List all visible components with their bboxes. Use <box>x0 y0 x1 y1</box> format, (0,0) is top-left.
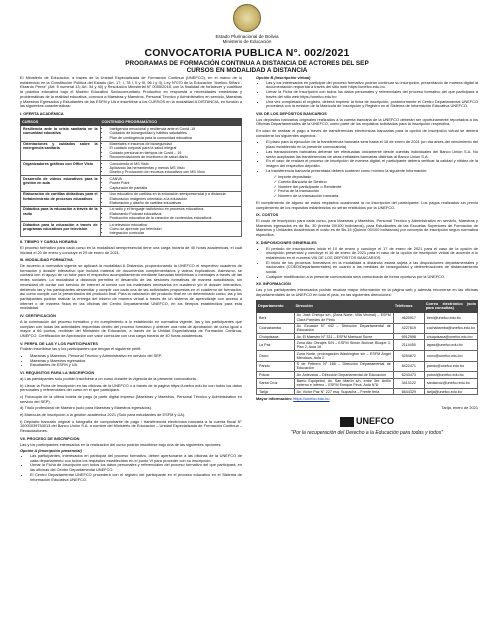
department-cell: Cochabamba <box>257 323 295 334</box>
list-item: b) Llenar la Ficha de Inscripción en las oficinas de la UNEFCO o a través de la página https://unefco.edu.bo con todos los datos personales y referenciales del curso en el que participará. <box>20 382 242 393</box>
phone-cell: 3413122 <box>393 378 424 389</box>
course-name: Didáctica para la educación a través de la radio <box>21 206 101 221</box>
requirements-list <box>20 377 242 434</box>
column-header: CONTENIDO PROGRAMÁTICO <box>100 118 241 126</box>
list-item: • La televisión educativa <box>110 223 239 227</box>
course-content <box>100 206 241 221</box>
list-item: • Power Point <box>110 181 239 185</box>
paragraph: A la culminación del proceso formativo y en cumplimiento a lo establecido en normativa vigente, las y los participantes que cumplan con todas las actividades requeridas dentro del proceso formativo y obtener una nota de aprobación de curso igual o mayor a 66 puntos, recibirán del Ministerio de Educación, a través de la Unidad Especializada de Formación Continua, UNEFCO, Certificación de Aprobación con valor curricular con una carga horaria de 40 horas académicas. <box>20 318 242 338</box>
section-heading: IV. CERTIFICACIÓN <box>20 313 56 319</box>
list-item: • Las y los interesados en participar del proceso formativo podrán continuar su inscripción, presentando de manera digital la documentación requerida a través del sitio web https://unefco.edu.bo. <box>266 81 478 90</box>
list-item: • Recomendaciones de monitoreo de salud diario <box>110 155 239 159</box>
section-heading: II. TIEMPO Y CARGA HORARIA <box>20 239 78 245</box>
list-item: • Plan de contingencia para la comunidad educativa <box>110 136 239 140</box>
list-item: ✓ Fecha de la transacción <box>278 189 478 194</box>
address-cell: S de Febrero N° 168 – Dirección Departamental de Educación <box>294 361 393 372</box>
list-item: • El Centro Departamental UNEFCO procederá con el registro del participante en el proceso educativo en el Sistema de Información Educativa UNEFCO. <box>30 473 242 482</box>
list-item: • La transferencia bancaria presentada deberá contener como mínimo la siguiente información: <box>266 169 478 174</box>
column-header: Departamento <box>257 300 295 312</box>
address-cell: Zona Alto Obrajes S/N – ESFM Simón Bolívar, Bloque 3, Piso 2, Aula 16 <box>294 340 393 351</box>
course-name: Didáctica para la educación a través de programas educativos por televisión <box>21 222 101 237</box>
paragraph: Los depósitos bancarios originales realizados a la cuenta bancaria de la UNEFCO deberán ser oportunamente reportados a los Oficinas Departamentales de la UNEFCO, como parte de los requisitos solicitados para la inscripción respectiva. <box>256 116 478 127</box>
list-item: e) Matrícula de inscripción a la gestión académica 2021 (Solo para estudiantes de ESFM y UA). <box>20 412 186 418</box>
table-row <box>21 141 242 161</box>
email-cell[interactable]: santacruz@unefco.edu.bo <box>424 378 477 389</box>
phone-cell: 5254672 <box>393 351 424 362</box>
list-item: • Estudiantes de ESFM y UA. <box>30 363 242 368</box>
course-name: Resiliencia ante la crisis sanitaria en la comunidad educativa <box>21 126 101 141</box>
paragraph: En caso de realizar el pago a través de transferencias electrónicas bancarias para la opción de inscripción virtual se deberá considerar los siguientes aspectos: <box>256 128 478 138</box>
department-cell: La Paz <box>257 340 295 351</box>
slogan: "Por la recuperación del Derecho a la Educación para todas y todos" <box>291 429 443 436</box>
intro-paragraph: El Ministerio de Educación, a través de la Unidad Especializada de Formación Continua (UNEFCO), en el marco de lo establecido en la Constitución Política del Estado (Art. 17; I, 78 I, II y III, 96 I y II), Ley N°070 de la Educación "Avelino Siñani - Elizardo Pérez" (Art. 5 numeral 13; Art. 34 y 40) y Resolución Ministerial N° 0055/2018, con la finalidad de fortalecer y cualificar la práctica educativa bajo el Modelo Educativo Sociocomunitario Productivo en respuesta a necesidades emedeidas y problemáticas de la realidad educativa, convoca a Maestras y Maestros, Personal Técnico y Administrativo en servicio, Maestras y Maestros Egresados y Estudiantes de las ESFM y UA e inscribirse a los CURSOS en la modalidad A DISTANCIA, en función a las siguientes características: <box>20 75 242 109</box>
section-heading: XII. INFORMACIÓN <box>256 281 291 287</box>
list-item: • Las participantes, interesados en participar del proceso formativo, deben apersonarse a las oficinas de la UNEFCO de cada departamento con todos los requisitos establecidos en el punto VI para proceder con su inscripción. <box>30 454 242 463</box>
deposit-sublist <box>256 175 478 199</box>
phone-cell: 4620917 <box>393 312 424 323</box>
section-heading: X. DISPOSICIONES GENERALES <box>256 239 317 245</box>
course-name: Elaboración de cartillas didácticas para el fortalecimiento de procesos educativos <box>21 191 101 206</box>
table-row <box>21 161 242 176</box>
list-item: • El periodo de inscripciones inicia el 10 de enero y concluye el 17 de enero de 2021 para el caso de la opción de inscripción presencial y concluye el 16 de enero de 2021 para el caso de la opción de inscripción virtual de acuerdo a lo establecido en el numeral VIII DE LOS DEPÓSITOS BANCARIOS. <box>266 247 478 261</box>
profile-list <box>20 354 242 368</box>
unefco-logo <box>332 417 402 427</box>
more-info-link[interactable]: https://unefco.edu.bo <box>293 396 330 402</box>
phone-cell: 2114450 <box>393 340 424 351</box>
email-cell[interactable]: tarija@unefco.edu.bo <box>424 389 477 395</box>
list-item: • Materiales e insumos de bioseguridad <box>110 142 239 146</box>
list-item: c) Fotocopia de la última boleta de pago (a partir digital impreso (Maestras y Maestros, Personal Técnico y Administrativo en servicio del SEP). <box>20 393 242 404</box>
section-heading: VI. REQUISITOS PARA LA INSCRIPCIÓN <box>20 370 95 376</box>
list-item: • Como se aprende por televisión <box>110 227 239 231</box>
list-item: • Una vez completado el registro, deberá imprimir la ficha de inscripción, posteriormente el Centro Departamental UNEFCO procederá con la emisión de la Matrícula de Inscripción y Registro en el Sistema de Información Educativa UNEFCO. <box>266 100 478 109</box>
paragraph: Podrán inscribirse las y los participantes que tengan el siguiente perfil: <box>20 346 142 352</box>
table-row <box>257 378 478 389</box>
list-item: • Maestras y Maestros egresados <box>30 359 242 364</box>
paragraph: El cumplimiento de alguno de estos requisitos ocasionará la no inscripción del participante. Los pagos realizados sin previo cumplimiento de los requisitos establecidos no serán restituidos por la UNEFCO. <box>256 199 478 210</box>
more-info-label: Mayor información: <box>256 396 293 402</box>
list-item: • Inteligencia emocional y resiliencia ante el Covid -19 <box>110 127 239 131</box>
table-row <box>21 126 242 141</box>
left-column <box>20 76 242 484</box>
course-name: Desarrollo de videos educativos para la gestión en aula <box>21 176 101 191</box>
course-content <box>100 176 241 191</box>
paragraph: Las y los participantes interesados en la realización del curso podrán inscribirse bajo una de las siguientes opciones: <box>20 441 222 447</box>
section-heading: VIII. DE LOS DEPÓSITOS BANCARIOS <box>256 110 327 116</box>
list-item: • La radio y el lenguaje radiofónico en procesos educativos <box>110 207 239 211</box>
list-item: • Las transacciones bancarias deberán ser efectuadas únicamente desde cuentas individuales del Banco Unión S.A. No serán aceptadas las transferencias de otras entidades bancarias distintas al Banco Unión S.A. <box>266 150 478 159</box>
email-cell[interactable]: oruro@unefco.edu.bo <box>424 351 477 362</box>
address-cell: Av. Víctor Paz N° 227 esq. Suipacha – Frente feria <box>294 389 393 395</box>
list-item: • Producción educativa de la creación de contenidos educativos <box>110 216 239 220</box>
section-heading: V. PERFIL DE LAS Y LOS PARTICIPANTES <box>20 340 98 346</box>
list-item: • Elaboración y diseño de cartillas educativas <box>110 201 239 205</box>
table-row <box>257 323 478 334</box>
option-b-heading: Opción B (Inscripción virtual) <box>256 75 311 80</box>
course-name: Orientaciones y cuidados sobre la emergencia sanitaria <box>21 141 101 161</box>
table-row <box>257 361 478 372</box>
list-item: • Cualquier modificación a la presente convocatoria será comunicada de forma oportuna por la UNEFCO. <box>266 275 478 280</box>
table-row <box>257 351 478 362</box>
address-cell: Av. José Chiriqui s/n, (Zona Norte, Villa Vecinal) – ESFM Clara Paredes de Pinto <box>294 312 393 323</box>
list-item: d) Título profesional de Maestro (solo para Maestras y Maestros egresados). <box>20 405 153 411</box>
list-item: • Cuidados de bioseguridad y hábitos saludables <box>110 131 239 135</box>
department-cell: Santa Cruz <box>257 378 295 389</box>
option-a-list <box>20 454 242 482</box>
list-item: • CANVA <box>110 177 239 181</box>
list-item: f) Depósito bancario original o fotografía de comprobante de pago / transferencia electrónica bancaria a la cuenta fiscal N° 10000039754013 del Banco Unión S.A. a nombre del Ministerio de Educación – Unidad Especializada de Formación Continua – Recaudaciones. <box>20 418 242 434</box>
paragraph: De acuerdo a normativa vigente se aplicará la modalidad A Distancia, proporcionando la UNEFCO el respectivo cuaderno de formación y dossier interactivo que incluirá material de documentos complementarios y videos explicativos. Asimismo, se contará con el apoyo de un tutor para el respectivo acompañamiento mediante llamadas telefónicas o mensajes a través de las redes sociales. La modalidad a distancia permitirá el desarrollo de las sesiones formativas de manera autodidacta, sin necesidad de contar con servicio de internet al contar con los materiales necesarios en cuaderno y/o el dossier interactivo, debiendo las y los participantes desarrollar y cumplir con cada una de las actividades propuestas en el cuaderno de formación, así como cumplir con la presentación del producto final. Para la valoración del producto final en un determinado curso, las y los participantes podrán realizar la entrega del mismo de manera virtual a través de un sistema de aprendizaje con acceso a internet o de manera física en las oficinas del Centro Departamental UNEFCO, en los tiempos establecidos para esta modalidad. <box>20 263 242 311</box>
list-item: • Conociendo el MS Visio <box>110 162 239 166</box>
department-cell: Pando <box>257 361 295 372</box>
address-cell: Barrio Equipetrol, Av. San Martín s/n, entre 3er. Anillo externo e interno – ESFM Enrique Finot, Aula N°8 <box>294 378 393 389</box>
course-content <box>100 161 241 176</box>
offices-table <box>256 300 478 396</box>
paragraph: El costo de inscripción para cada curso, para Maestras y Maestros, Personal Técnico y Administrativo en servicio, Maestras y Maestros egresados es de Bs. 30 (treinta 00/100 bolivianos), para Estudiantes de las Escuelas Superiores de Formación de Maestros y Unidades Académicas el costo es de Bs.15 (Quince 00/100 bolivianos) por concepto de inscripción según normativa específica. <box>256 217 478 238</box>
list-item: • Elaboración imágenes orientado a la educación <box>110 197 239 201</box>
section-heading: III. MODALIDAD FORMATIVA <box>20 257 73 263</box>
email-cell[interactable]: chuquisaca@unefco.edu.bo <box>424 334 477 340</box>
org-line-2: Ministerio de Educación <box>222 39 272 44</box>
subtitle-2: CURSOS EN MODALIDAD A DISTANCIA <box>186 67 308 74</box>
course-content <box>100 191 241 206</box>
list-item: a) Las participantes solo podrán inscribirse a un curso durante la vigencia de la presente convocatoria. <box>20 375 197 381</box>
list-item: • En el caso de realizar el proceso de inscripción de manera digital, el participante deberá verificar la calidad y nitidez de la imagen del respectivo depósito. <box>266 159 478 168</box>
table-row <box>21 176 242 191</box>
address-cell: Av. Antezana – Dirección Departamental de Educación <box>294 372 393 378</box>
course-name: Organizadores gráficos con Office Visio <box>21 161 101 176</box>
table-row <box>257 312 478 323</box>
list-item: • El cuidado corporal para la salud integral <box>110 146 239 150</box>
list-item: ✓ Importe depositado <box>278 175 478 180</box>
department-cell: Oruro <box>257 351 295 362</box>
department-cell: Beni <box>257 312 295 323</box>
table-row <box>21 191 242 206</box>
list-item: • Uso educativo de cartillas en la educación semipresencial y a distancia <box>110 192 239 196</box>
paragraph: Las y los participantes interesados podrán recabar mayor información en la página web y además recorrerse en las oficinas departamentales de la UNEFCO en todo el país, en las siguientes direcciones: <box>256 287 478 297</box>
list-item: • Maestras y Maestros, Personal Técnico y Administrativo en servicio del SEP. <box>30 354 242 359</box>
email-cell[interactable]: lapaz@unefco.edu.bo <box>424 340 477 351</box>
column-header: Dirección <box>294 300 393 312</box>
course-content <box>100 222 241 237</box>
option-a-heading: Opción A (Inscripción presencial) <box>20 448 82 454</box>
address-cell: Av. Ecuador N° 442 – Dirección Departamental de Educación <box>294 323 393 334</box>
department-cell: Chuquisaca <box>257 334 295 340</box>
logo-text: UNEFCO <box>356 416 394 427</box>
section-heading: I. OFERTA ACADÉMICA <box>20 110 64 116</box>
subtitle-1: PROGRAMAS DE FORMACIÓN CONTINUA A DISTANCIA DE ACTORES DEL SEP <box>125 60 369 67</box>
header <box>0 4 494 74</box>
paragraph: El proceso formativo para cada curso en la modalidad semipresencial tiene una carga horaria de 40 horas académicas, el cual iniciará el 20 de enero y concluye el 29 de enero de 2021. <box>20 244 242 255</box>
department-cell: Tarija <box>257 389 295 395</box>
logo-mark-icon <box>340 417 354 427</box>
address-cell: Av. El Maestro N° 331 – ESFM Mariscal Sucre <box>294 334 393 340</box>
page-title: CONVOCATORIA PUBLICA N°. 002/2021 <box>144 47 350 59</box>
org-line-1: Estado Plurinacional de Bolivia <box>215 34 279 39</box>
email-cell[interactable]: pando@unefco.edu.bo <box>424 361 477 372</box>
phone-cell: 6912998 <box>393 334 424 340</box>
date-line: Tarija, enero de 2021 <box>441 405 478 411</box>
list-item: ✓ Cuenta Bancaria de Destino <box>278 180 478 185</box>
phone-cell: 6243473 <box>393 372 424 378</box>
right-column <box>256 76 478 436</box>
column-header: CURSOS <box>21 118 101 126</box>
phone-cell: 6644329 <box>393 389 424 395</box>
department-cell: Potosí <box>257 372 295 378</box>
list-item: • Llenar la Ficha de Inscripción con todos los datos personales y referenciales del proceso formativo del que participará a través del sitio web https://unefco.edu.bo <box>266 90 478 99</box>
address-cell: Zona Norte, prolongación Washington s/n – ESFM Ángel Mendoza, Aula 2 <box>294 351 393 362</box>
dispositions-list <box>256 247 478 280</box>
table-row <box>21 222 242 237</box>
list-item: • Llenar la Ficha de Inscripción con todos los datos personales y referenciales del proceso formativo del que participará, en las oficinas del Centro Departamental UNEFCO. <box>30 463 242 472</box>
list-item: • Aplicando las herramientas y menús MS Visio <box>110 166 239 170</box>
phone-cell: 8422471 <box>393 361 424 372</box>
deposit-list <box>256 140 478 173</box>
list-item: ✓ Número de la transacción bancaria. <box>278 194 478 199</box>
list-item: • Integración curricular <box>110 231 239 235</box>
list-item: • Elaborando Podcast educativos <box>110 212 239 216</box>
section-heading: IX. COSTOS <box>256 212 279 218</box>
email-cell[interactable]: cochabamba@unefco.edu.bo <box>424 323 477 334</box>
column-header: Teléfonos <box>393 300 424 312</box>
list-item: • El plazo para la ejecución de la transferencia bancaria será hasta el 16 de enero de 2021 (un día antes del vencimiento del plazo establecido en la presente convocatoria). <box>266 140 478 149</box>
email-cell[interactable]: beni@unefco.edu.bo <box>424 312 477 323</box>
table-row <box>257 340 478 351</box>
list-item: • Capturador de pantalla <box>110 186 239 190</box>
phone-cell: 4227619 <box>393 323 424 334</box>
table-row <box>21 206 242 221</box>
email-cell[interactable]: potosi@unefco.edu.bo <box>424 372 477 378</box>
list-item: • Diseño y Producción de recursos educativos con MS Visio <box>110 170 239 174</box>
table-row <box>257 389 478 395</box>
courses-table <box>20 118 242 238</box>
list-item: • El inicio de los procesos formativos en la modalidad a distancia estará sujeta a las disposiciones departamentales y nacionales (COED/Departamentales) en cuanto a las medidas de bioseguridad y determinaciones de distanciamiento social. <box>266 261 478 275</box>
coat-of-arms-icon <box>233 4 261 32</box>
column-header: Correo electrónico (solo para consultas) <box>424 300 477 312</box>
course-content <box>100 141 241 161</box>
list-item: ✓ Nombre del participante o Remitente <box>278 185 478 190</box>
option-b-list <box>256 81 478 109</box>
course-content <box>100 126 241 141</box>
section-heading: VII. PROCESO DE INSCRIPCIÓN <box>20 435 80 441</box>
list-item: • Cuidado personal en tiempos de Covid – 19 <box>110 151 239 155</box>
